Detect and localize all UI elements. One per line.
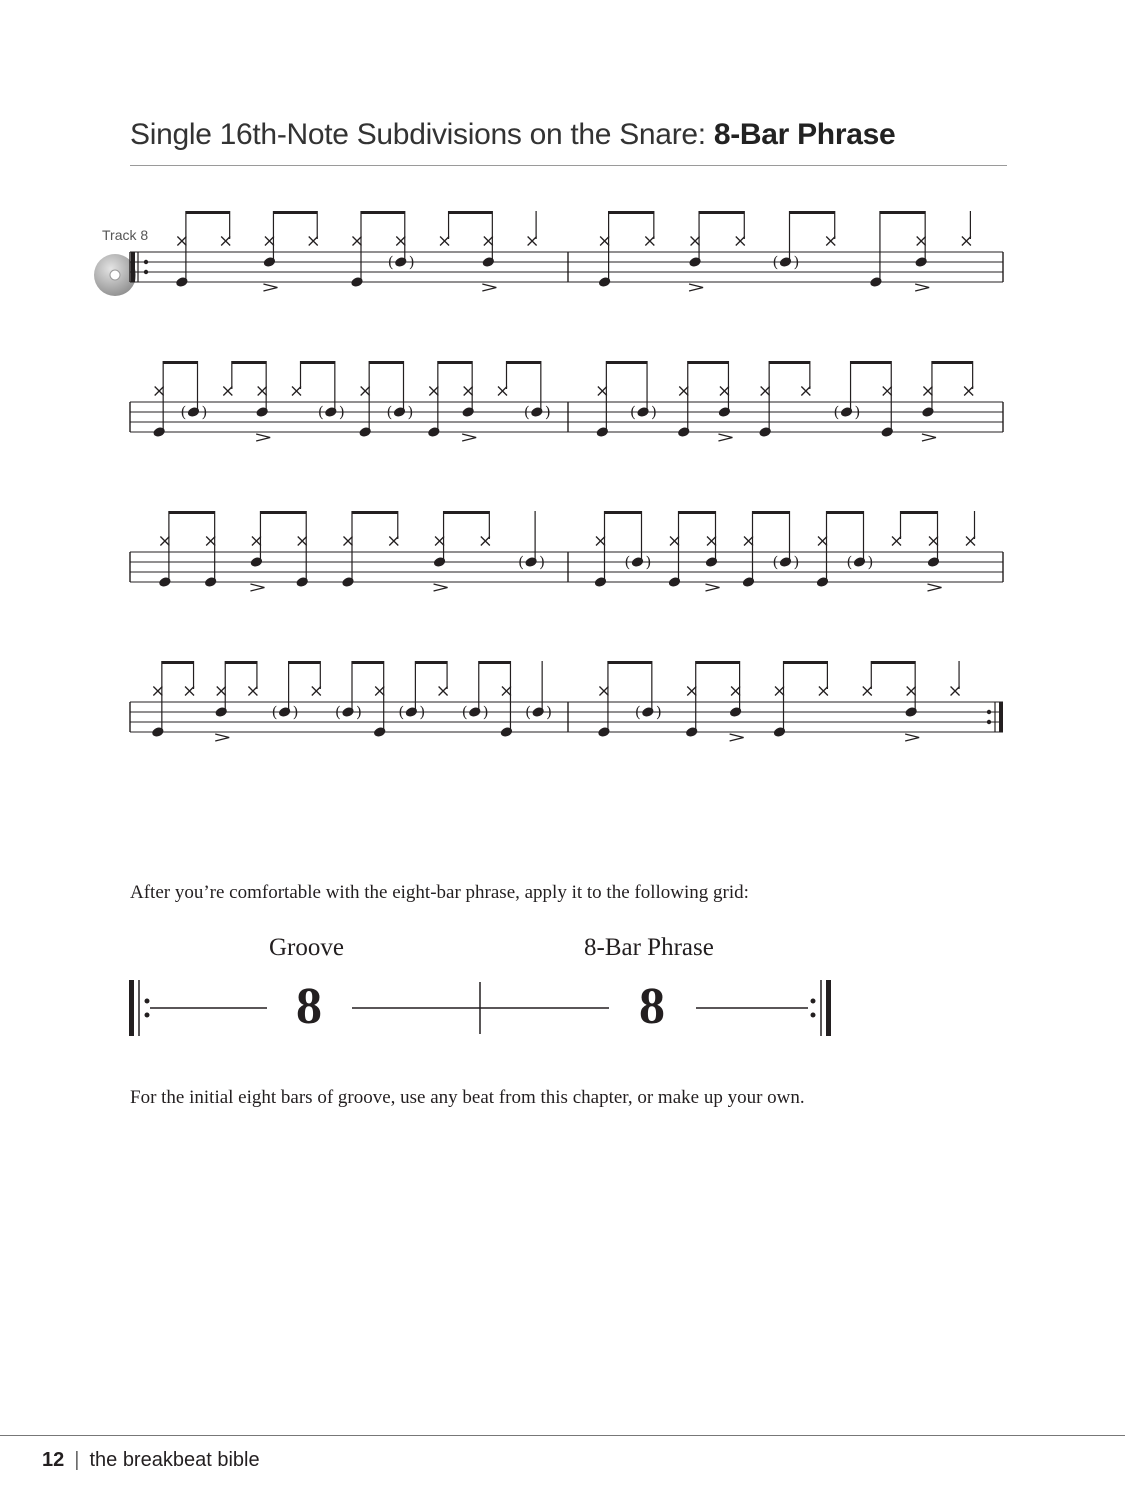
- ghost-snare-note: [187, 406, 201, 418]
- accent-mark: [928, 584, 942, 591]
- hihat-note: [863, 687, 872, 696]
- ghost-paren-left: (: [772, 253, 779, 271]
- snare-note: [214, 706, 228, 718]
- ghost-paren-right: ): [546, 703, 553, 721]
- hihat-note: [498, 387, 507, 396]
- hihat-note: [687, 687, 696, 696]
- ghost-snare-note: [530, 406, 544, 418]
- accent-mark: [689, 284, 703, 291]
- track-label: Track 8: [102, 227, 149, 243]
- beam: [790, 211, 835, 214]
- hihat-note: [484, 237, 493, 246]
- hihat-note: [177, 237, 186, 246]
- repeat-dot: [987, 720, 991, 724]
- ghost-paren-right: ): [338, 403, 345, 421]
- bass-drum-note: [500, 726, 514, 738]
- accent-mark: [922, 434, 936, 441]
- beam: [232, 361, 266, 364]
- hihat-note: [826, 237, 835, 246]
- hihat-note: [966, 537, 975, 546]
- snare-note: [461, 406, 475, 418]
- ghost-snare-note: [531, 706, 545, 718]
- footer-separator: |: [74, 1449, 80, 1471]
- hihat-note: [819, 687, 828, 696]
- ghost-paren-right: ): [793, 253, 800, 271]
- hihat-note: [907, 687, 916, 696]
- ghost-paren-left: (: [398, 703, 405, 721]
- hihat-note: [801, 387, 810, 396]
- groove-label: Groove: [269, 934, 344, 961]
- ghost-snare-note: [404, 706, 418, 718]
- beam: [753, 511, 790, 514]
- ghost-paren-right: ): [544, 403, 551, 421]
- heading-rule: [130, 165, 1007, 166]
- heading-prefix: Single 16th-Note Subdivisions on the Snare:: [130, 118, 706, 151]
- ghost-paren-left: (: [846, 553, 853, 571]
- ghost-snare-note: [524, 556, 538, 568]
- beam: [444, 511, 490, 514]
- hihat-note: [481, 537, 490, 546]
- hihat-note: [353, 237, 362, 246]
- hihat-note: [883, 387, 892, 396]
- hihat-note: [775, 687, 784, 696]
- beam: [605, 511, 642, 514]
- hihat-note: [160, 537, 169, 546]
- ghost-snare-note: [278, 706, 292, 718]
- hihat-note: [598, 387, 607, 396]
- beam: [260, 511, 306, 514]
- intro-paragraph: After you’re comfortable with the eight-bar phrase, apply it to the following grid:: [130, 882, 749, 903]
- accent-mark: [250, 584, 264, 591]
- bass-drum-note: [427, 426, 441, 438]
- repeat-dot: [144, 270, 148, 274]
- grid-diagram: [120, 975, 850, 1045]
- beam: [606, 361, 647, 364]
- bass-drum-note: [869, 276, 883, 288]
- beam: [851, 361, 892, 364]
- hihat-note: [258, 387, 267, 396]
- bass-drum-note: [341, 576, 355, 588]
- snare-note: [717, 406, 731, 418]
- hihat-note: [248, 687, 257, 696]
- hihat-note: [670, 537, 679, 546]
- bass-drum-note: [816, 576, 830, 588]
- ghost-snare-note: [631, 556, 645, 568]
- ghost-snare-note: [324, 406, 338, 418]
- beam: [688, 361, 729, 364]
- beam: [479, 661, 511, 664]
- hihat-note: [736, 237, 745, 246]
- hihat-note: [265, 237, 274, 246]
- page-footer: [42, 1449, 260, 1472]
- ghost-paren-right: ): [645, 553, 652, 571]
- snare-note: [481, 256, 495, 268]
- bass-drum-note: [158, 576, 172, 588]
- bass-drum-note: [295, 576, 309, 588]
- ghost-snare-note: [779, 556, 793, 568]
- hihat-note: [731, 687, 740, 696]
- bass-drum-note: [373, 726, 387, 738]
- beam: [696, 661, 740, 664]
- accent-mark: [706, 584, 720, 591]
- ghost-snare-note: [341, 706, 355, 718]
- snare-note: [255, 406, 269, 418]
- ghost-paren-right: ): [867, 553, 874, 571]
- beam: [361, 211, 405, 214]
- beam: [225, 661, 257, 664]
- hihat-note: [951, 687, 960, 696]
- beam: [827, 511, 864, 514]
- snare-note: [729, 706, 743, 718]
- beam: [699, 211, 744, 214]
- ghost-paren-left: (: [634, 703, 641, 721]
- beam: [438, 361, 472, 364]
- ghost-paren-right: ): [292, 703, 299, 721]
- hihat-note: [720, 387, 729, 396]
- beam: [186, 211, 230, 214]
- hihat-note: [435, 537, 444, 546]
- beam: [901, 511, 938, 514]
- bass-drum-note: [880, 426, 894, 438]
- hihat-note: [917, 237, 926, 246]
- start-thick-barline: [129, 980, 134, 1036]
- hihat-note: [361, 387, 370, 396]
- hihat-note: [962, 237, 971, 246]
- ghost-paren-left: (: [271, 703, 278, 721]
- hihat-note: [818, 537, 827, 546]
- repeat-dot: [811, 1013, 816, 1018]
- accent-mark: [718, 434, 732, 441]
- hihat-note: [217, 687, 226, 696]
- accent-mark: [915, 284, 929, 291]
- hihat-note: [309, 237, 318, 246]
- bass-drum-note: [175, 276, 189, 288]
- snare-note: [433, 556, 447, 568]
- bass-drum-note: [597, 726, 611, 738]
- accent-mark: [462, 434, 476, 441]
- snare-note: [262, 256, 276, 268]
- repeat-dot: [987, 710, 991, 714]
- beam: [352, 511, 398, 514]
- ghost-paren-left: (: [387, 253, 394, 271]
- ghost-paren-left: (: [518, 553, 524, 571]
- hihat-note: [312, 687, 321, 696]
- ghost-snare-note: [636, 406, 650, 418]
- hihat-note: [252, 537, 261, 546]
- snare-note: [927, 556, 941, 568]
- accent-mark: [215, 734, 229, 741]
- hihat-note: [923, 387, 932, 396]
- ghost-paren-left: (: [461, 703, 468, 721]
- bass-drum-note: [594, 576, 608, 588]
- snare-note: [921, 406, 935, 418]
- bass-drum-note: [773, 726, 787, 738]
- accent-mark: [482, 284, 496, 291]
- notation-staff: [128, 355, 1008, 455]
- hihat-note: [892, 537, 901, 546]
- notation-staff: [128, 505, 1008, 605]
- phrase-bar-count: 8: [639, 978, 665, 1035]
- ghost-paren-left: (: [624, 553, 631, 571]
- hihat-note: [744, 537, 753, 546]
- notation-system-2: [128, 355, 1008, 455]
- page-number: 12: [42, 1449, 65, 1471]
- bass-drum-note: [598, 276, 612, 288]
- ghost-paren-right: ): [408, 253, 415, 271]
- repeat-thick-barline: [131, 252, 135, 282]
- bass-drum-note: [595, 426, 609, 438]
- beam: [608, 661, 652, 664]
- ghost-paren-right: ): [651, 403, 657, 421]
- ghost-snare-note: [779, 256, 793, 268]
- beam: [932, 361, 973, 364]
- hihat-note: [929, 537, 938, 546]
- closing-paragraph: For the initial eight bars of groove, use any beat from this chapter, or make up your own.: [130, 1087, 805, 1108]
- hihat-note: [221, 237, 230, 246]
- notation-staff: [128, 205, 1008, 305]
- hihat-note: [298, 537, 307, 546]
- hihat-note: [223, 387, 232, 396]
- ghost-paren-right: ): [793, 553, 800, 571]
- bass-drum-note: [151, 726, 165, 738]
- notation-system-3: [128, 505, 1008, 605]
- bass-drum-note: [758, 426, 772, 438]
- beam: [369, 361, 403, 364]
- ghost-paren-right: ): [419, 703, 426, 721]
- beam: [289, 661, 321, 664]
- beam: [352, 661, 384, 664]
- heading-bold: 8-Bar Phrase: [713, 118, 896, 151]
- beam: [273, 211, 317, 214]
- repeat-dot: [144, 260, 148, 264]
- hihat-note: [502, 687, 511, 696]
- phrase-label: 8-Bar Phrase: [584, 934, 714, 961]
- footer-rule: [0, 1435, 1125, 1436]
- ghost-snare-note: [641, 706, 655, 718]
- bass-drum-note: [204, 576, 218, 588]
- ghost-paren-left: (: [525, 703, 532, 721]
- ghost-paren-right: ): [356, 703, 362, 721]
- hihat-note: [344, 537, 353, 546]
- beam: [784, 661, 828, 664]
- beam: [871, 661, 915, 664]
- accent-mark: [905, 734, 919, 741]
- beam: [507, 361, 541, 364]
- hihat-note: [375, 687, 384, 696]
- repeat-dot: [145, 999, 150, 1004]
- bass-drum-note: [685, 726, 699, 738]
- ghost-paren-right: ): [854, 403, 861, 421]
- hihat-note: [429, 387, 438, 396]
- ghost-paren-left: (: [630, 403, 636, 421]
- hihat-note: [292, 387, 301, 396]
- ghost-snare-note: [840, 406, 854, 418]
- beam: [880, 211, 925, 214]
- hihat-note: [761, 387, 770, 396]
- ghost-paren-left: (: [317, 403, 324, 421]
- hihat-note: [439, 687, 448, 696]
- beam: [162, 661, 194, 664]
- hihat-note: [185, 687, 194, 696]
- hihat-note: [464, 387, 473, 396]
- accent-mark: [263, 284, 277, 291]
- ghost-snare-note: [853, 556, 867, 568]
- accent-mark: [434, 584, 448, 591]
- book-title: the breakbeat bible: [89, 1449, 260, 1471]
- ghost-paren-left: (: [833, 403, 840, 421]
- ghost-snare-note: [394, 256, 408, 268]
- hihat-note: [396, 237, 405, 246]
- snare-note: [904, 706, 918, 718]
- page-heading: [130, 118, 895, 152]
- beam: [679, 511, 716, 514]
- hihat-note: [679, 387, 688, 396]
- ghost-snare-note: [393, 406, 407, 418]
- hihat-note: [206, 537, 215, 546]
- beam: [609, 211, 654, 214]
- accent-mark: [256, 434, 270, 441]
- beam: [163, 361, 197, 364]
- snare-note: [705, 556, 719, 568]
- bass-drum-note: [350, 276, 364, 288]
- bass-drum-note: [358, 426, 372, 438]
- snare-note: [914, 256, 928, 268]
- bass-drum-note: [742, 576, 756, 588]
- hihat-note: [153, 687, 162, 696]
- ghost-paren-left: (: [772, 553, 779, 571]
- ghost-paren-left: (: [180, 403, 187, 421]
- ghost-paren-left: (: [335, 703, 341, 721]
- beam: [449, 211, 493, 214]
- hihat-note: [964, 387, 973, 396]
- snare-note: [249, 556, 263, 568]
- hihat-note: [691, 237, 700, 246]
- ghost-paren-right: ): [407, 403, 414, 421]
- ghost-paren-right: ): [482, 703, 489, 721]
- hihat-note: [707, 537, 716, 546]
- bass-drum-note: [677, 426, 691, 438]
- hihat-note: [600, 237, 609, 246]
- groove-bar-count: 8: [296, 978, 322, 1035]
- ghost-paren-left: (: [523, 403, 530, 421]
- beam: [769, 361, 810, 364]
- hihat-note: [528, 237, 537, 246]
- repeat-dot: [811, 999, 816, 1004]
- beam: [169, 511, 215, 514]
- repeat-dot: [145, 1013, 150, 1018]
- end-thick-barline: [999, 702, 1003, 732]
- hihat-note: [440, 237, 449, 246]
- bass-drum-note: [668, 576, 682, 588]
- hihat-note: [599, 687, 608, 696]
- accent-mark: [730, 734, 744, 741]
- ghost-paren-right: ): [201, 403, 208, 421]
- beam: [415, 661, 447, 664]
- snare-note: [688, 256, 702, 268]
- notation-system-4: [128, 655, 1008, 755]
- end-thick-barline: [826, 980, 831, 1036]
- beam: [301, 361, 335, 364]
- hihat-note: [596, 537, 605, 546]
- ghost-paren-left: (: [386, 403, 393, 421]
- hihat-note: [155, 387, 164, 396]
- notation-staff: [128, 655, 1008, 755]
- ghost-paren-right: ): [655, 703, 662, 721]
- notation-system-1: [128, 205, 1008, 305]
- hihat-note: [645, 237, 654, 246]
- ghost-snare-note: [468, 706, 482, 718]
- bass-drum-note: [152, 426, 166, 438]
- hihat-note: [389, 537, 398, 546]
- ghost-paren-right: ): [539, 553, 545, 571]
